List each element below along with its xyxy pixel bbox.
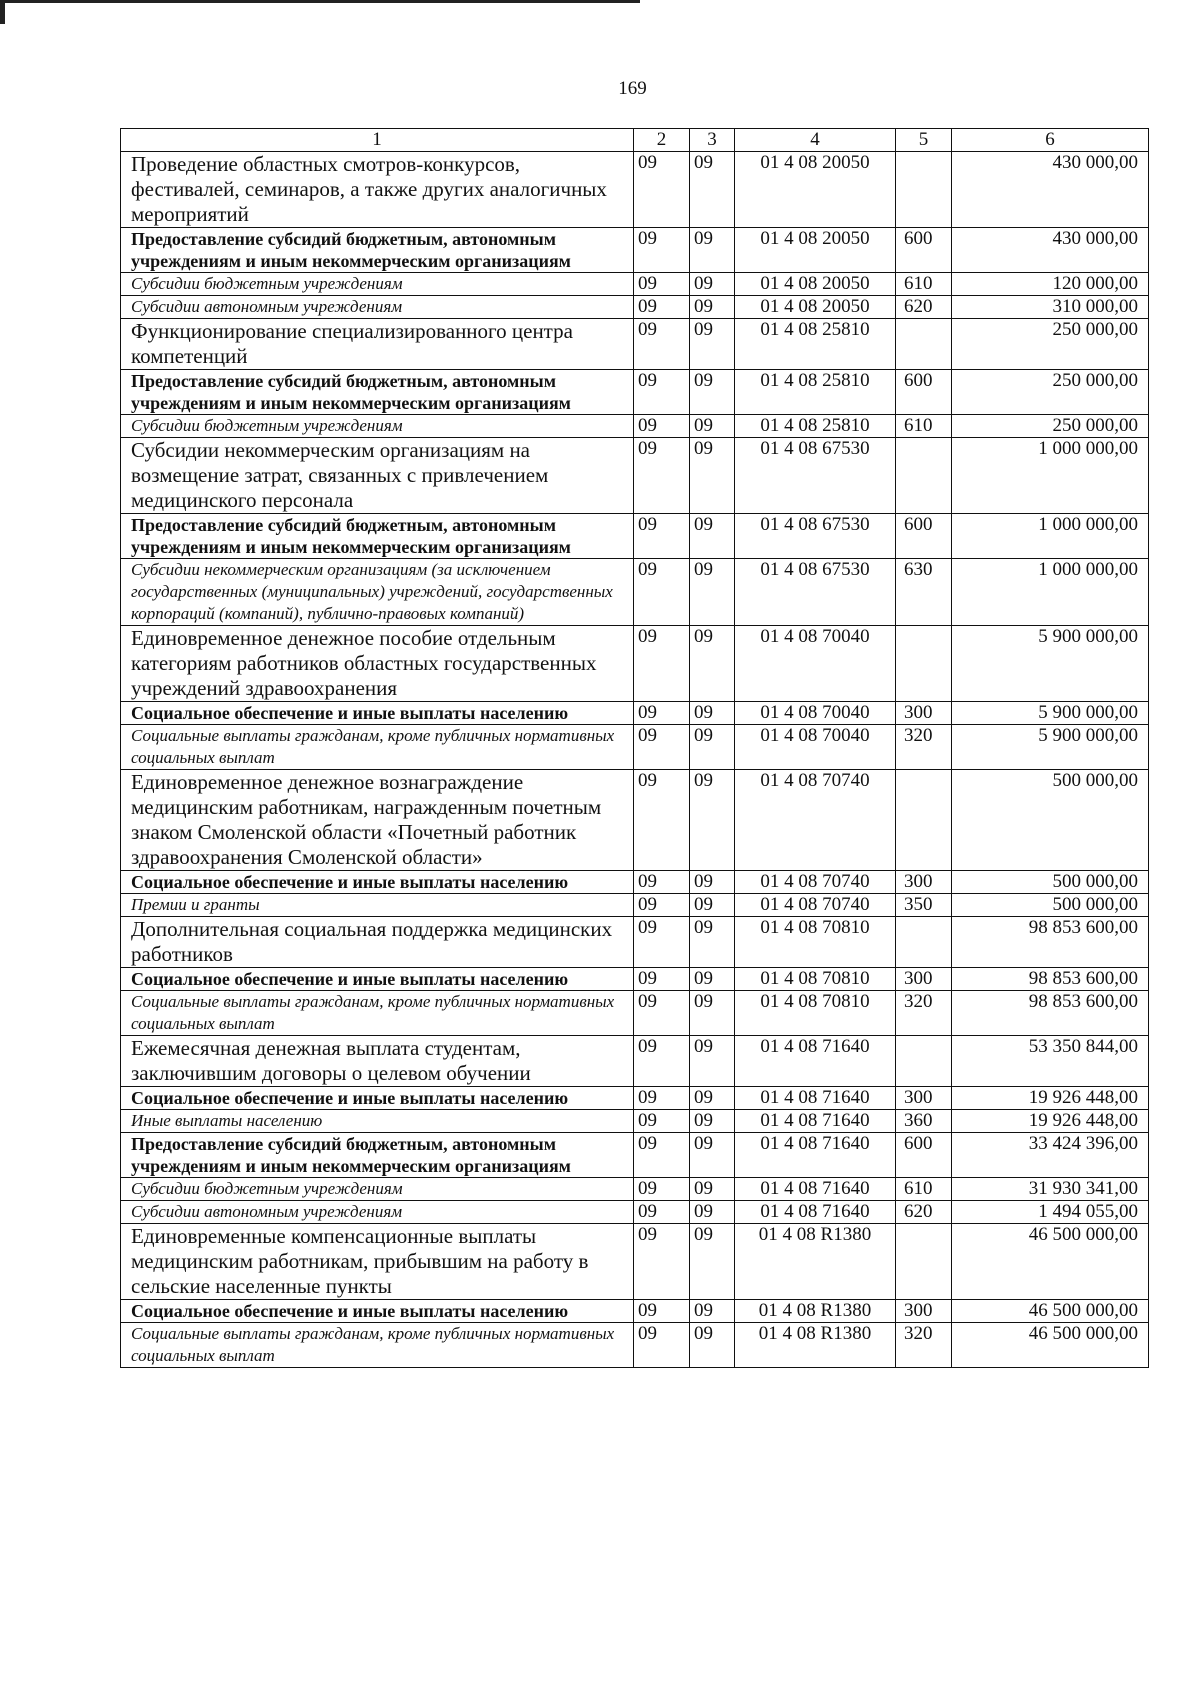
row-name: Предоставление субсидий бюджетным, автономным учреждениям и иным некоммерческим организациям — [121, 370, 634, 415]
row-amount: 1 000 000,00 — [952, 438, 1149, 514]
row-subsection-code: 09 — [690, 968, 735, 991]
row-amount: 1 000 000,00 — [952, 559, 1149, 626]
row-subsection-code: 09 — [690, 871, 735, 894]
table-header-row — [121, 129, 1149, 152]
row-section-code: 09 — [634, 991, 690, 1036]
row-section-code: 09 — [634, 1133, 690, 1178]
row-target-code: 01 4 08 20050 — [735, 273, 896, 296]
row-name: Единовременное денежное вознаграждение медицинским работникам, награжденным почетным знаком Смоленской области «Почетный работник здравоохранения Смоленской области» — [121, 770, 634, 871]
table-row — [121, 1036, 1149, 1087]
row-subsection-code: 09 — [690, 1224, 735, 1300]
row-subsection-code: 09 — [690, 626, 735, 702]
row-amount: 500 000,00 — [952, 871, 1149, 894]
row-section-code: 09 — [634, 228, 690, 273]
row-expense-type: 610 — [896, 415, 952, 438]
row-target-code: 01 4 08 70740 — [735, 894, 896, 917]
row-target-code: 01 4 08 R1380 — [735, 1224, 896, 1300]
row-target-code: 01 4 08 25810 — [735, 415, 896, 438]
row-target-code: 01 4 08 70740 — [735, 770, 896, 871]
row-expense-type: 320 — [896, 1323, 952, 1368]
row-amount: 46 500 000,00 — [952, 1300, 1149, 1323]
row-amount: 430 000,00 — [952, 152, 1149, 228]
row-target-code: 01 4 08 25810 — [735, 319, 896, 370]
row-name: Социальные выплаты гражданам, кроме публичных нормативных социальных выплат — [121, 991, 634, 1036]
row-section-code: 09 — [634, 1110, 690, 1133]
row-target-code: 01 4 08 70810 — [735, 991, 896, 1036]
row-target-code: 01 4 08 R1380 — [735, 1300, 896, 1323]
row-expense-type: 610 — [896, 1178, 952, 1201]
row-expense-type: 300 — [896, 968, 952, 991]
row-amount: 53 350 844,00 — [952, 1036, 1149, 1087]
table-row — [121, 917, 1149, 968]
header-cell: 2 — [634, 129, 690, 152]
row-name: Субсидии автономным учреждениям — [121, 296, 634, 319]
table-row — [121, 438, 1149, 514]
row-name: Иные выплаты населению — [121, 1110, 634, 1133]
row-expense-type: 320 — [896, 991, 952, 1036]
table-row — [121, 991, 1149, 1036]
row-amount: 1 494 055,00 — [952, 1201, 1149, 1224]
row-section-code: 09 — [634, 415, 690, 438]
table-row — [121, 871, 1149, 894]
table-row — [121, 1087, 1149, 1110]
row-section-code: 09 — [634, 1201, 690, 1224]
row-section-code: 09 — [634, 296, 690, 319]
row-amount: 46 500 000,00 — [952, 1323, 1149, 1368]
table-row — [121, 1224, 1149, 1300]
row-expense-type: 360 — [896, 1110, 952, 1133]
row-name: Субсидии автономным учреждениям — [121, 1201, 634, 1224]
row-amount: 250 000,00 — [952, 370, 1149, 415]
row-expense-type — [896, 770, 952, 871]
row-section-code: 09 — [634, 968, 690, 991]
row-subsection-code: 09 — [690, 770, 735, 871]
row-subsection-code: 09 — [690, 273, 735, 296]
row-expense-type: 350 — [896, 894, 952, 917]
table-row — [121, 228, 1149, 273]
row-target-code: 01 4 08 71640 — [735, 1201, 896, 1224]
row-target-code: 01 4 08 20050 — [735, 228, 896, 273]
row-subsection-code: 09 — [690, 1133, 735, 1178]
row-expense-type: 600 — [896, 514, 952, 559]
row-expense-type — [896, 152, 952, 228]
row-amount: 250 000,00 — [952, 415, 1149, 438]
scan-edge-top — [0, 0, 640, 3]
row-subsection-code: 09 — [690, 559, 735, 626]
table-row — [121, 273, 1149, 296]
row-amount: 33 424 396,00 — [952, 1133, 1149, 1178]
table-row — [121, 725, 1149, 770]
row-section-code: 09 — [634, 1087, 690, 1110]
row-target-code: 01 4 08 70810 — [735, 917, 896, 968]
table-row — [121, 559, 1149, 626]
table-row — [121, 626, 1149, 702]
table-row — [121, 1300, 1149, 1323]
row-name: Социальное обеспечение и иные выплаты населению — [121, 702, 634, 725]
row-amount: 98 853 600,00 — [952, 991, 1149, 1036]
header-cell: 3 — [690, 129, 735, 152]
scan-edge-left — [0, 0, 5, 24]
row-target-code: 01 4 08 71640 — [735, 1036, 896, 1087]
row-expense-type: 620 — [896, 296, 952, 319]
row-expense-type: 620 — [896, 1201, 952, 1224]
row-amount: 5 900 000,00 — [952, 725, 1149, 770]
row-section-code: 09 — [634, 370, 690, 415]
row-name: Ежемесячная денежная выплата студентам, заключившим договоры о целевом обучении — [121, 1036, 634, 1087]
row-section-code: 09 — [634, 626, 690, 702]
row-section-code: 09 — [634, 273, 690, 296]
row-expense-type — [896, 1036, 952, 1087]
row-amount: 250 000,00 — [952, 319, 1149, 370]
row-section-code: 09 — [634, 1323, 690, 1368]
row-target-code: 01 4 08 R1380 — [735, 1323, 896, 1368]
row-amount: 310 000,00 — [952, 296, 1149, 319]
row-section-code: 09 — [634, 514, 690, 559]
row-target-code: 01 4 08 70040 — [735, 626, 896, 702]
row-section-code: 09 — [634, 725, 690, 770]
row-target-code: 01 4 08 70810 — [735, 968, 896, 991]
row-amount: 5 900 000,00 — [952, 626, 1149, 702]
row-name: Социальные выплаты гражданам, кроме публичных нормативных социальных выплат — [121, 725, 634, 770]
table-row — [121, 968, 1149, 991]
row-subsection-code: 09 — [690, 152, 735, 228]
row-subsection-code: 09 — [690, 319, 735, 370]
row-target-code: 01 4 08 70040 — [735, 725, 896, 770]
row-subsection-code: 09 — [690, 1087, 735, 1110]
row-amount: 1 000 000,00 — [952, 514, 1149, 559]
row-amount: 430 000,00 — [952, 228, 1149, 273]
table-row — [121, 1201, 1149, 1224]
row-name: Проведение областных смотров-конкурсов, фестивалей, семинаров, а также других аналогичных мероприятий — [121, 152, 634, 228]
row-name: Социальное обеспечение и иные выплаты населению — [121, 968, 634, 991]
row-amount: 31 930 341,00 — [952, 1178, 1149, 1201]
row-amount: 500 000,00 — [952, 770, 1149, 871]
table-row — [121, 152, 1149, 228]
row-section-code: 09 — [634, 319, 690, 370]
table-row — [121, 319, 1149, 370]
header-cell: 6 — [952, 129, 1149, 152]
budget-table — [120, 128, 1149, 1368]
row-subsection-code: 09 — [690, 1178, 735, 1201]
row-expense-type — [896, 626, 952, 702]
row-section-code: 09 — [634, 1036, 690, 1087]
row-name: Единовременные компенсационные выплаты медицинским работникам, прибывшим на работу в сельские населенные пункты — [121, 1224, 634, 1300]
row-section-code: 09 — [634, 152, 690, 228]
row-section-code: 09 — [634, 871, 690, 894]
row-subsection-code: 09 — [690, 1201, 735, 1224]
row-amount: 5 900 000,00 — [952, 702, 1149, 725]
row-name: Субсидии бюджетным учреждениям — [121, 273, 634, 296]
row-section-code: 09 — [634, 702, 690, 725]
row-amount: 120 000,00 — [952, 273, 1149, 296]
row-target-code: 01 4 08 71640 — [735, 1110, 896, 1133]
row-subsection-code: 09 — [690, 514, 735, 559]
row-name: Субсидии бюджетным учреждениям — [121, 415, 634, 438]
table-row — [121, 1323, 1149, 1368]
row-target-code: 01 4 08 70740 — [735, 871, 896, 894]
row-name: Социальное обеспечение и иные выплаты населению — [121, 871, 634, 894]
row-section-code: 09 — [634, 1300, 690, 1323]
row-target-code: 01 4 08 20050 — [735, 296, 896, 319]
row-expense-type: 630 — [896, 559, 952, 626]
row-expense-type — [896, 319, 952, 370]
row-name: Социальное обеспечение и иные выплаты населению — [121, 1300, 634, 1323]
row-subsection-code: 09 — [690, 296, 735, 319]
row-name: Функционирование специализированного центра компетенций — [121, 319, 634, 370]
row-name: Социальные выплаты гражданам, кроме публичных нормативных социальных выплат — [121, 1323, 634, 1368]
page-number: 169 — [618, 78, 647, 99]
row-section-code: 09 — [634, 770, 690, 871]
row-name: Субсидии некоммерческим организациям на возмещение затрат, связанных с привлечением медицинского персонала — [121, 438, 634, 514]
row-section-code: 09 — [634, 894, 690, 917]
row-target-code: 01 4 08 67530 — [735, 438, 896, 514]
row-expense-type: 600 — [896, 370, 952, 415]
row-expense-type: 600 — [896, 228, 952, 273]
row-target-code: 01 4 08 71640 — [735, 1133, 896, 1178]
row-expense-type — [896, 438, 952, 514]
row-expense-type — [896, 917, 952, 968]
table-row — [121, 296, 1149, 319]
row-name: Предоставление субсидий бюджетным, автономным учреждениям и иным некоммерческим организациям — [121, 228, 634, 273]
header-cell: 4 — [735, 129, 896, 152]
row-section-code: 09 — [634, 1178, 690, 1201]
row-name: Единовременное денежное пособие отдельным категориям работников областных государственных учреждений здравоохранения — [121, 626, 634, 702]
row-name: Дополнительная социальная поддержка медицинских работников — [121, 917, 634, 968]
row-subsection-code: 09 — [690, 1300, 735, 1323]
row-amount: 19 926 448,00 — [952, 1110, 1149, 1133]
row-subsection-code: 09 — [690, 415, 735, 438]
row-amount: 98 853 600,00 — [952, 917, 1149, 968]
row-expense-type — [896, 1224, 952, 1300]
row-target-code: 01 4 08 67530 — [735, 559, 896, 626]
row-section-code: 09 — [634, 438, 690, 514]
row-amount: 46 500 000,00 — [952, 1224, 1149, 1300]
table-row — [121, 894, 1149, 917]
row-expense-type: 300 — [896, 1087, 952, 1110]
row-subsection-code: 09 — [690, 228, 735, 273]
row-expense-type: 610 — [896, 273, 952, 296]
row-subsection-code: 09 — [690, 370, 735, 415]
table-row — [121, 1110, 1149, 1133]
table-row — [121, 370, 1149, 415]
row-name: Социальное обеспечение и иные выплаты населению — [121, 1087, 634, 1110]
row-subsection-code: 09 — [690, 702, 735, 725]
row-subsection-code: 09 — [690, 1110, 735, 1133]
row-name: Субсидии некоммерческим организациям (за исключением государственных (муниципальных) учреждений, государственных корпораций (компаний), публично-правовых компаний) — [121, 559, 634, 626]
row-section-code: 09 — [634, 1224, 690, 1300]
row-name: Предоставление субсидий бюджетным, автономным учреждениям и иным некоммерческим организациям — [121, 1133, 634, 1178]
table-row — [121, 1133, 1149, 1178]
row-amount: 98 853 600,00 — [952, 968, 1149, 991]
row-amount: 500 000,00 — [952, 894, 1149, 917]
row-target-code: 01 4 08 70040 — [735, 702, 896, 725]
row-expense-type: 300 — [896, 1300, 952, 1323]
row-target-code: 01 4 08 67530 — [735, 514, 896, 559]
row-section-code: 09 — [634, 559, 690, 626]
row-section-code: 09 — [634, 917, 690, 968]
header-cell: 1 — [121, 129, 634, 152]
header-cell: 5 — [896, 129, 952, 152]
table-row — [121, 702, 1149, 725]
row-subsection-code: 09 — [690, 991, 735, 1036]
row-subsection-code: 09 — [690, 438, 735, 514]
row-subsection-code: 09 — [690, 1323, 735, 1368]
row-name: Субсидии бюджетным учреждениям — [121, 1178, 634, 1201]
row-expense-type: 600 — [896, 1133, 952, 1178]
table-row — [121, 770, 1149, 871]
table-row — [121, 415, 1149, 438]
table-row — [121, 1178, 1149, 1201]
row-subsection-code: 09 — [690, 725, 735, 770]
row-expense-type: 320 — [896, 725, 952, 770]
row-target-code: 01 4 08 71640 — [735, 1178, 896, 1201]
row-subsection-code: 09 — [690, 894, 735, 917]
row-expense-type: 300 — [896, 702, 952, 725]
row-amount: 19 926 448,00 — [952, 1087, 1149, 1110]
row-target-code: 01 4 08 20050 — [735, 152, 896, 228]
row-name: Предоставление субсидий бюджетным, автономным учреждениям и иным некоммерческим организациям — [121, 514, 634, 559]
table-row — [121, 514, 1149, 559]
row-target-code: 01 4 08 71640 — [735, 1087, 896, 1110]
row-name: Премии и гранты — [121, 894, 634, 917]
row-target-code: 01 4 08 25810 — [735, 370, 896, 415]
row-expense-type: 300 — [896, 871, 952, 894]
row-subsection-code: 09 — [690, 1036, 735, 1087]
row-subsection-code: 09 — [690, 917, 735, 968]
